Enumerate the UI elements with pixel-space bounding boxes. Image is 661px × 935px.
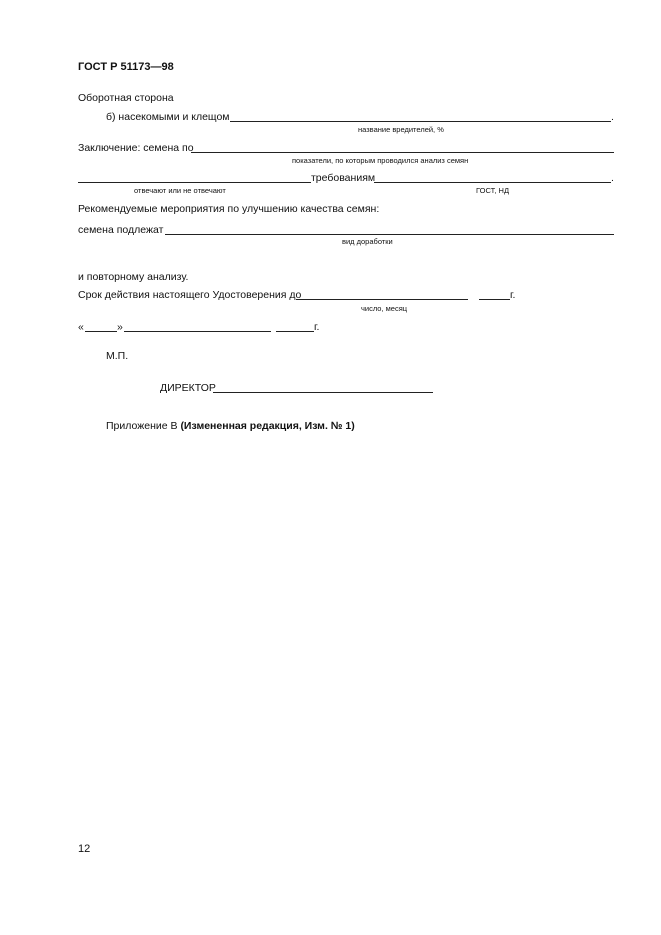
recommendations-label: семена подлежат bbox=[78, 224, 164, 236]
compliance-end: . bbox=[611, 172, 614, 184]
recommendations-caption: вид доработки bbox=[342, 237, 393, 246]
date-close-quote: » bbox=[117, 321, 123, 333]
subtitle: Оборотная сторона bbox=[78, 92, 174, 104]
reanalysis-text: и повторному анализу. bbox=[78, 271, 189, 283]
validity-year-suffix: г. bbox=[510, 289, 516, 301]
pests-caption: название вредителей, % bbox=[358, 125, 444, 134]
date-year-blank bbox=[276, 331, 314, 332]
conclusion-blank bbox=[191, 152, 614, 153]
date-month-blank bbox=[124, 331, 271, 332]
compliance-caption-left: отвечают или не отвечают bbox=[134, 186, 226, 195]
appendix-line bbox=[106, 420, 355, 432]
appendix-note: (Измененная редакция, Изм. № 1) bbox=[180, 420, 355, 432]
conclusion-label: Заключение: семена по bbox=[78, 142, 194, 154]
date-year-suffix: г. bbox=[314, 321, 320, 333]
pests-label: б) насекомыми и клещом bbox=[106, 111, 230, 123]
standard-number: ГОСТ Р 51173—98 bbox=[78, 61, 174, 73]
document-header bbox=[78, 61, 174, 73]
conclusion-caption: показатели, по которым проводился анализ семян bbox=[292, 156, 469, 165]
validity-year-blank bbox=[479, 299, 510, 300]
validity-caption: число, месяц bbox=[361, 304, 408, 313]
validity-label: Срок действия настоящего Удостоверения до bbox=[78, 289, 302, 301]
appendix-label: Приложение В bbox=[106, 420, 178, 432]
director-signature-blank bbox=[213, 392, 433, 393]
director-label: ДИРЕКТОР bbox=[160, 382, 216, 394]
validity-date-blank bbox=[296, 299, 468, 300]
page-number: 12 bbox=[78, 843, 91, 855]
compliance-caption-right: ГОСТ, НД bbox=[476, 186, 510, 195]
compliance-blank-left bbox=[78, 182, 311, 183]
compliance-blank-right bbox=[374, 182, 611, 183]
pests-end: . bbox=[611, 111, 614, 123]
requirements-label: требованиям bbox=[311, 172, 376, 184]
recommendations-blank bbox=[165, 234, 614, 235]
date-open-quote: « bbox=[78, 321, 84, 333]
recommendations-title: Рекомендуемые мероприятия по улучшению качества семян: bbox=[78, 203, 380, 215]
date-day-blank bbox=[85, 331, 117, 332]
pests-blank bbox=[230, 121, 611, 122]
stamp-label: М.П. bbox=[106, 350, 129, 362]
